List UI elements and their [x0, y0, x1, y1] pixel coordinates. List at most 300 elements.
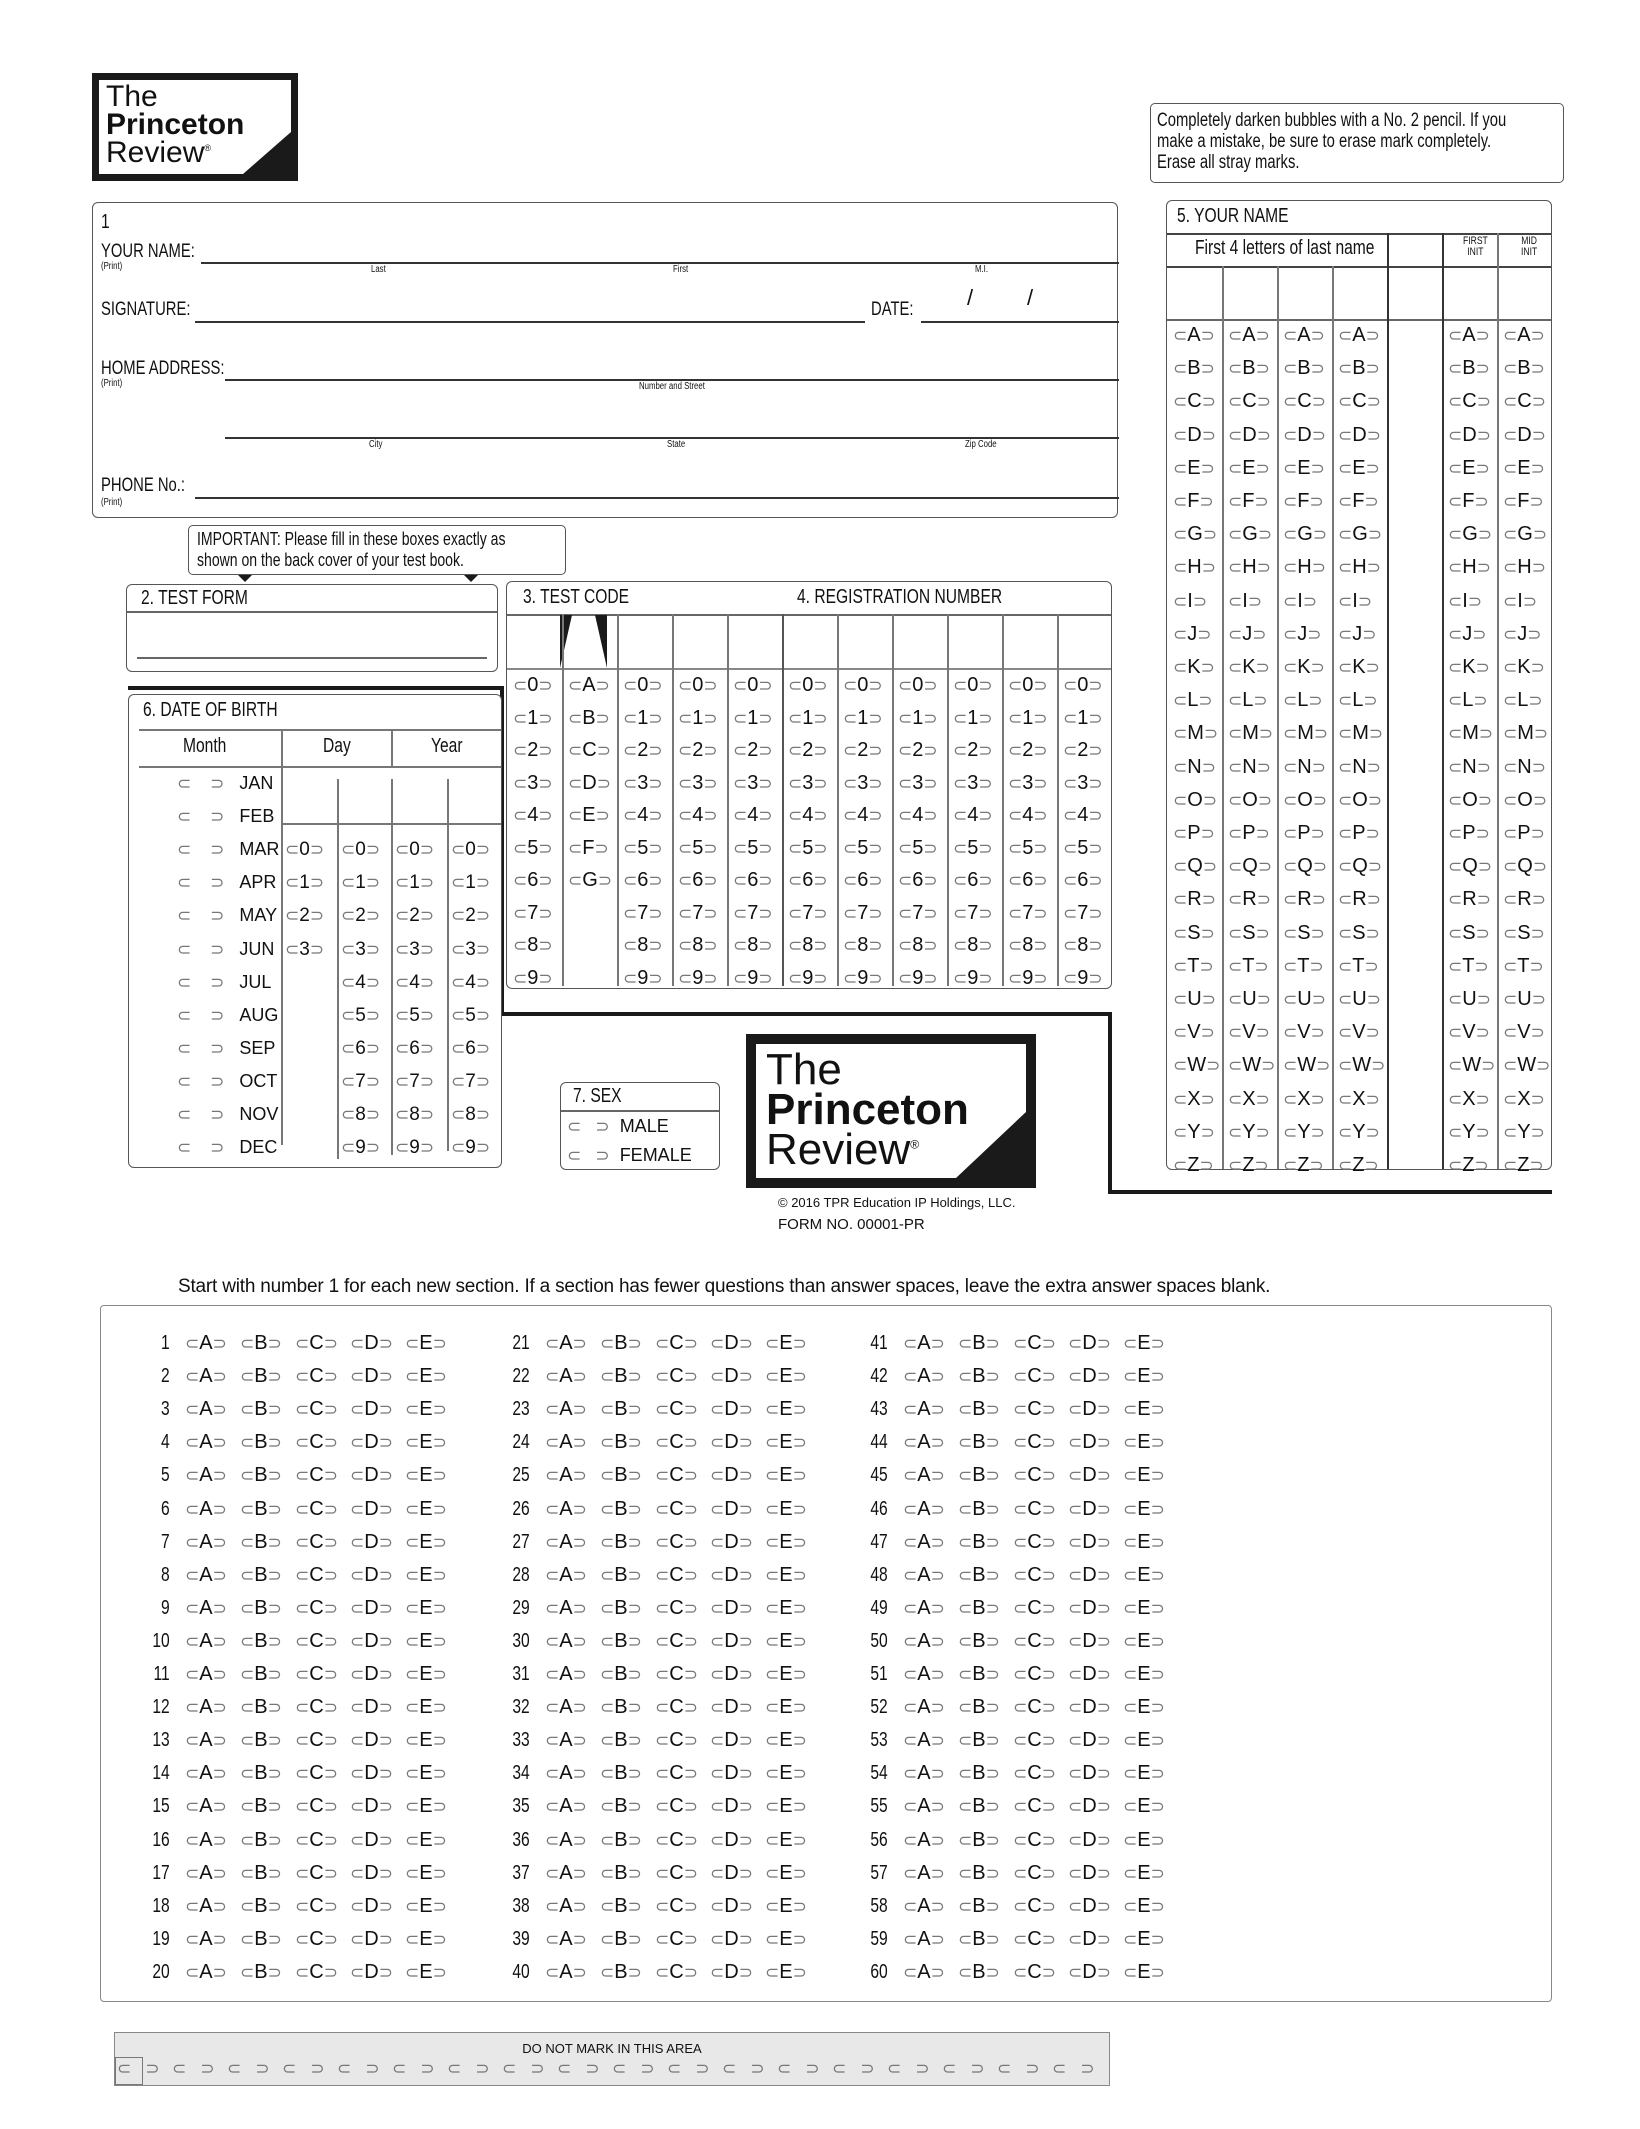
answer-bubble-6-E[interactable]: ⊂E⊃ [405, 1497, 447, 1520]
first-init-bubble-Q[interactable]: ⊂Q⊃ [1448, 855, 1493, 878]
test-form-input-line[interactable] [137, 657, 487, 659]
answer-bubble-9-C[interactable]: ⊂C⊃ [295, 1596, 338, 1619]
mid-init-bubble-I[interactable]: ⊂I⊃ [1503, 589, 1538, 612]
answer-bubble-53-E[interactable]: ⊂E⊃ [1123, 1729, 1165, 1752]
year-bubble-3[interactable]: ⊂3⊃ [451, 938, 491, 960]
answer-bubble-50-C[interactable]: ⊂C⊃ [1013, 1629, 1056, 1652]
answer-bubble-50-B[interactable]: ⊂B⊃ [958, 1629, 1000, 1652]
answer-bubble-59-E[interactable]: ⊂E⊃ [1123, 1927, 1165, 1950]
answer-bubble-32-B[interactable]: ⊂B⊃ [600, 1696, 642, 1719]
test-code-bubble-5[interactable]: ⊂5⊃ [513, 836, 553, 859]
answer-bubble-36-C[interactable]: ⊂C⊃ [655, 1828, 698, 1851]
answer-bubble-34-A[interactable]: ⊂A⊃ [545, 1762, 587, 1785]
test-code-bubble-4[interactable]: ⊂4⊃ [513, 804, 553, 826]
answer-bubble-56-A[interactable]: ⊂A⊃ [903, 1828, 945, 1851]
answer-bubble-24-A[interactable]: ⊂A⊃ [545, 1431, 587, 1454]
answer-bubble-55-B[interactable]: ⊂B⊃ [958, 1795, 1000, 1818]
answer-bubble-58-A[interactable]: ⊂A⊃ [903, 1894, 945, 1917]
last-name-bubble-W[interactable]: ⊂W⊃ [1283, 1054, 1331, 1077]
answer-bubble-15-E[interactable]: ⊂E⊃ [405, 1795, 447, 1818]
answer-bubble-48-B[interactable]: ⊂B⊃ [958, 1563, 1000, 1586]
answer-bubble-49-E[interactable]: ⊂E⊃ [1123, 1596, 1165, 1619]
day-bubble-6[interactable]: ⊂6⊃ [341, 1037, 381, 1059]
answer-bubble-3-D[interactable]: ⊂D⊃ [350, 1398, 393, 1421]
signature-input-line[interactable] [195, 321, 865, 323]
answer-bubble-48-D[interactable]: ⊂D⊃ [1068, 1563, 1111, 1586]
registration-bubble-6[interactable]: ⊂6⊃ [843, 869, 883, 891]
registration-bubble-6[interactable]: ⊂6⊃ [953, 869, 993, 891]
answer-bubble-17-C[interactable]: ⊂C⊃ [295, 1861, 338, 1884]
year-bubble-8[interactable]: ⊂8⊃ [395, 1104, 435, 1125]
answer-bubble-52-B[interactable]: ⊂B⊃ [958, 1696, 1000, 1719]
registration-bubble-4[interactable]: ⊂4⊃ [843, 804, 883, 826]
answer-bubble-23-C[interactable]: ⊂C⊃ [655, 1398, 698, 1421]
last-name-bubble-U[interactable]: ⊂U⊃ [1173, 988, 1216, 1010]
last-name-bubble-F[interactable]: ⊂F⊃ [1338, 490, 1379, 512]
answer-bubble-5-E[interactable]: ⊂E⊃ [405, 1464, 447, 1487]
answer-bubble-1-A[interactable]: ⊂A⊃ [185, 1332, 227, 1354]
answer-bubble-30-C[interactable]: ⊂C⊃ [655, 1629, 698, 1652]
answer-bubble-2-E[interactable]: ⊂E⊃ [405, 1365, 447, 1388]
answer-bubble-14-E[interactable]: ⊂E⊃ [405, 1762, 447, 1785]
answer-bubble-47-E[interactable]: ⊂E⊃ [1123, 1530, 1165, 1553]
answer-bubble-16-C[interactable]: ⊂C⊃ [295, 1828, 338, 1851]
answer-bubble-7-B[interactable]: ⊂B⊃ [240, 1530, 282, 1553]
answer-bubble-22-B[interactable]: ⊂B⊃ [600, 1365, 642, 1388]
answer-bubble-37-C[interactable]: ⊂C⊃ [655, 1861, 698, 1884]
answer-bubble-56-C[interactable]: ⊂C⊃ [1013, 1828, 1056, 1851]
last-name-bubble-Q[interactable]: ⊂Q⊃ [1173, 855, 1218, 878]
test-code-bubble-7[interactable]: ⊂7⊃ [513, 901, 553, 924]
answer-bubble-3-B[interactable]: ⊂B⊃ [240, 1398, 282, 1421]
last-name-bubble-V[interactable]: ⊂V⊃ [1283, 1021, 1325, 1044]
answer-bubble-43-E[interactable]: ⊂E⊃ [1123, 1398, 1165, 1421]
answer-bubble-43-B[interactable]: ⊂B⊃ [958, 1398, 1000, 1421]
test-code-bubble-F[interactable]: ⊂F⊃ [568, 836, 609, 859]
answer-bubble-35-A[interactable]: ⊂A⊃ [545, 1795, 587, 1818]
answer-bubble-1-E[interactable]: ⊂E⊃ [405, 1332, 447, 1354]
answer-bubble-19-E[interactable]: ⊂E⊃ [405, 1927, 447, 1950]
last-name-bubble-J[interactable]: ⊂J⊃ [1283, 622, 1322, 645]
last-name-bubble-N[interactable]: ⊂N⊃ [1283, 755, 1326, 778]
last-name-bubble-O[interactable]: ⊂O⊃ [1338, 788, 1383, 811]
registration-bubble-0[interactable]: ⊂0⊃ [843, 674, 883, 696]
answer-bubble-13-A[interactable]: ⊂A⊃ [185, 1729, 227, 1752]
registration-bubble-5[interactable]: ⊂5⊃ [1063, 836, 1103, 859]
test-code-bubble-3[interactable]: ⊂3⊃ [678, 771, 718, 794]
answer-bubble-14-D[interactable]: ⊂D⊃ [350, 1762, 393, 1785]
test-code-bubble-3[interactable]: ⊂3⊃ [623, 771, 663, 794]
registration-bubble-7[interactable]: ⊂7⊃ [953, 901, 993, 924]
test-code-bubble-G[interactable]: ⊂G⊃ [568, 869, 613, 891]
answer-bubble-9-A[interactable]: ⊂A⊃ [185, 1596, 227, 1619]
answer-bubble-43-C[interactable]: ⊂C⊃ [1013, 1398, 1056, 1421]
last-name-bubble-O[interactable]: ⊂O⊃ [1283, 788, 1328, 811]
answer-bubble-50-D[interactable]: ⊂D⊃ [1068, 1629, 1111, 1652]
answer-bubble-21-D[interactable]: ⊂D⊃ [710, 1332, 753, 1354]
answer-bubble-17-A[interactable]: ⊂A⊃ [185, 1861, 227, 1884]
answer-bubble-46-E[interactable]: ⊂E⊃ [1123, 1497, 1165, 1520]
answer-bubble-12-A[interactable]: ⊂A⊃ [185, 1696, 227, 1719]
last-name-bubble-M[interactable]: ⊂M⊃ [1228, 722, 1274, 745]
answer-bubble-2-A[interactable]: ⊂A⊃ [185, 1365, 227, 1388]
answer-bubble-3-C[interactable]: ⊂C⊃ [295, 1398, 338, 1421]
last-name-bubble-B[interactable]: ⊂B⊃ [1173, 357, 1215, 380]
registration-bubble-3[interactable]: ⊂3⊃ [1063, 771, 1103, 794]
year-bubble-0[interactable]: ⊂0⊃ [451, 839, 491, 861]
answer-bubble-39-A[interactable]: ⊂A⊃ [545, 1927, 587, 1950]
answer-bubble-4-B[interactable]: ⊂B⊃ [240, 1431, 282, 1454]
last-name-bubble-P[interactable]: ⊂P⊃ [1173, 822, 1215, 844]
last-name-bubble-N[interactable]: ⊂N⊃ [1228, 755, 1271, 778]
answer-bubble-57-C[interactable]: ⊂C⊃ [1013, 1861, 1056, 1884]
answer-bubble-21-B[interactable]: ⊂B⊃ [600, 1332, 642, 1354]
last-name-bubble-C[interactable]: ⊂C⊃ [1228, 390, 1271, 413]
registration-bubble-7[interactable]: ⊂7⊃ [898, 901, 938, 924]
test-code-bubble-2[interactable]: ⊂2⊃ [513, 739, 553, 761]
answer-bubble-10-B[interactable]: ⊂B⊃ [240, 1629, 282, 1652]
answer-bubble-29-C[interactable]: ⊂C⊃ [655, 1596, 698, 1619]
answer-bubble-13-D[interactable]: ⊂D⊃ [350, 1729, 393, 1752]
year-bubble-2[interactable]: ⊂2⊃ [451, 905, 491, 927]
answer-bubble-42-B[interactable]: ⊂B⊃ [958, 1365, 1000, 1388]
answer-bubble-27-B[interactable]: ⊂B⊃ [600, 1530, 642, 1553]
last-name-bubble-D[interactable]: ⊂D⊃ [1283, 423, 1326, 446]
test-code-bubble-4[interactable]: ⊂4⊃ [623, 804, 663, 826]
answer-bubble-38-D[interactable]: ⊂D⊃ [710, 1894, 753, 1917]
answer-bubble-4-A[interactable]: ⊂A⊃ [185, 1431, 227, 1454]
answer-bubble-2-B[interactable]: ⊂B⊃ [240, 1365, 282, 1388]
registration-bubble-0[interactable]: ⊂0⊃ [1008, 674, 1048, 696]
answer-bubble-28-E[interactable]: ⊂E⊃ [765, 1563, 807, 1586]
test-code-bubble-8[interactable]: ⊂8⊃ [733, 934, 773, 956]
year-bubble-4[interactable]: ⊂4⊃ [451, 971, 491, 993]
mid-init-bubble-N[interactable]: ⊂N⊃ [1503, 755, 1546, 778]
first-init-bubble-L[interactable]: ⊂L⊃ [1448, 689, 1488, 712]
answer-bubble-19-A[interactable]: ⊂A⊃ [185, 1927, 227, 1950]
answer-bubble-24-E[interactable]: ⊂E⊃ [765, 1431, 807, 1454]
test-code-bubble-D[interactable]: ⊂D⊃ [568, 771, 611, 794]
last-name-bubble-F[interactable]: ⊂F⊃ [1283, 490, 1324, 512]
last-name-bubble-K[interactable]: ⊂K⊃ [1228, 656, 1270, 678]
answer-bubble-5-D[interactable]: ⊂D⊃ [350, 1464, 393, 1487]
month-option-may[interactable]: ⊂ ⊃ MAY [177, 905, 278, 926]
registration-bubble-6[interactable]: ⊂6⊃ [1063, 869, 1103, 891]
last-name-bubble-Y[interactable]: ⊂Y⊃ [1228, 1120, 1270, 1143]
answer-bubble-16-D[interactable]: ⊂D⊃ [350, 1828, 393, 1851]
answer-bubble-27-A[interactable]: ⊂A⊃ [545, 1530, 587, 1553]
answer-bubble-6-C[interactable]: ⊂C⊃ [295, 1497, 338, 1520]
last-name-bubble-Q[interactable]: ⊂Q⊃ [1228, 855, 1273, 878]
day-bubble-2[interactable]: ⊂2⊃ [285, 905, 325, 927]
last-name-bubble-M[interactable]: ⊂M⊃ [1338, 722, 1384, 745]
answer-bubble-50-A[interactable]: ⊂A⊃ [903, 1629, 945, 1652]
answer-bubble-44-B[interactable]: ⊂B⊃ [958, 1431, 1000, 1454]
answer-bubble-35-C[interactable]: ⊂C⊃ [655, 1795, 698, 1818]
answer-bubble-5-A[interactable]: ⊂A⊃ [185, 1464, 227, 1487]
answer-bubble-59-C[interactable]: ⊂C⊃ [1013, 1927, 1056, 1950]
last-name-bubble-K[interactable]: ⊂K⊃ [1338, 656, 1380, 678]
answer-bubble-54-B[interactable]: ⊂B⊃ [958, 1762, 1000, 1785]
registration-bubble-6[interactable]: ⊂6⊃ [1008, 869, 1048, 891]
answer-bubble-8-D[interactable]: ⊂D⊃ [350, 1563, 393, 1586]
answer-bubble-25-C[interactable]: ⊂C⊃ [655, 1464, 698, 1487]
registration-bubble-2[interactable]: ⊂2⊃ [1063, 739, 1103, 761]
answer-bubble-6-D[interactable]: ⊂D⊃ [350, 1497, 393, 1520]
registration-bubble-9[interactable]: ⊂9⊃ [843, 966, 883, 989]
answer-bubble-31-D[interactable]: ⊂D⊃ [710, 1663, 753, 1685]
last-name-bubble-X[interactable]: ⊂X⊃ [1173, 1087, 1215, 1110]
answer-bubble-30-E[interactable]: ⊂E⊃ [765, 1629, 807, 1652]
last-name-bubble-N[interactable]: ⊂N⊃ [1338, 755, 1381, 778]
answer-bubble-32-C[interactable]: ⊂C⊃ [655, 1696, 698, 1719]
registration-bubble-2[interactable]: ⊂2⊃ [788, 739, 828, 761]
answer-bubble-2-D[interactable]: ⊂D⊃ [350, 1365, 393, 1388]
answer-bubble-12-C[interactable]: ⊂C⊃ [295, 1696, 338, 1719]
answer-bubble-49-C[interactable]: ⊂C⊃ [1013, 1596, 1056, 1619]
test-code-bubble-2[interactable]: ⊂2⊃ [678, 739, 718, 761]
mid-init-bubble-R[interactable]: ⊂R⊃ [1503, 888, 1546, 911]
day-bubble-7[interactable]: ⊂7⊃ [341, 1070, 381, 1092]
year-bubble-2[interactable]: ⊂2⊃ [395, 905, 435, 927]
mid-init-bubble-D[interactable]: ⊂D⊃ [1503, 423, 1546, 446]
last-name-bubble-R[interactable]: ⊂R⊃ [1228, 888, 1271, 911]
answer-bubble-40-E[interactable]: ⊂E⊃ [765, 1960, 807, 1983]
last-name-bubble-U[interactable]: ⊂U⊃ [1338, 988, 1381, 1010]
month-option-oct[interactable]: ⊂ ⊃ OCT [177, 1070, 278, 1091]
registration-bubble-8[interactable]: ⊂8⊃ [1063, 934, 1103, 956]
test-code-bubble-5[interactable]: ⊂5⊃ [733, 836, 773, 859]
answer-bubble-32-D[interactable]: ⊂D⊃ [710, 1696, 753, 1719]
year-bubble-6[interactable]: ⊂6⊃ [451, 1037, 491, 1059]
answer-bubble-58-E[interactable]: ⊂E⊃ [1123, 1894, 1165, 1917]
last-name-bubble-D[interactable]: ⊂D⊃ [1228, 423, 1271, 446]
test-code-bubble-1[interactable]: ⊂1⊃ [513, 706, 553, 729]
answer-bubble-3-E[interactable]: ⊂E⊃ [405, 1398, 447, 1421]
answer-bubble-31-E[interactable]: ⊂E⊃ [765, 1663, 807, 1685]
registration-bubble-6[interactable]: ⊂6⊃ [898, 869, 938, 891]
answer-bubble-55-E[interactable]: ⊂E⊃ [1123, 1795, 1165, 1818]
year-bubble-7[interactable]: ⊂7⊃ [395, 1070, 435, 1092]
answer-bubble-53-B[interactable]: ⊂B⊃ [958, 1729, 1000, 1752]
answer-bubble-34-D[interactable]: ⊂D⊃ [710, 1762, 753, 1785]
last-name-bubble-G[interactable]: ⊂G⊃ [1283, 523, 1328, 546]
answer-bubble-12-B[interactable]: ⊂B⊃ [240, 1696, 282, 1719]
month-option-jun[interactable]: ⊂ ⊃ JUN [177, 938, 275, 959]
answer-bubble-36-D[interactable]: ⊂D⊃ [710, 1828, 753, 1851]
last-name-bubble-Z[interactable]: ⊂Z⊃ [1283, 1154, 1324, 1176]
answer-bubble-8-C[interactable]: ⊂C⊃ [295, 1563, 338, 1586]
mid-init-bubble-H[interactable]: ⊂H⊃ [1503, 556, 1546, 579]
registration-bubble-7[interactable]: ⊂7⊃ [843, 901, 883, 924]
answer-bubble-46-D[interactable]: ⊂D⊃ [1068, 1497, 1111, 1520]
answer-bubble-42-E[interactable]: ⊂E⊃ [1123, 1365, 1165, 1388]
last-name-bubble-O[interactable]: ⊂O⊃ [1173, 788, 1218, 811]
mid-init-bubble-U[interactable]: ⊂U⊃ [1503, 988, 1546, 1010]
test-code-bubble-1[interactable]: ⊂1⊃ [733, 706, 773, 729]
answer-bubble-25-D[interactable]: ⊂D⊃ [710, 1464, 753, 1487]
test-code-bubble-0[interactable]: ⊂0⊃ [678, 674, 718, 696]
answer-bubble-23-E[interactable]: ⊂E⊃ [765, 1398, 807, 1421]
answer-bubble-36-E[interactable]: ⊂E⊃ [765, 1828, 807, 1851]
test-code-bubble-7[interactable]: ⊂7⊃ [678, 901, 718, 924]
answer-bubble-52-E[interactable]: ⊂E⊃ [1123, 1696, 1165, 1719]
last-name-bubble-Z[interactable]: ⊂Z⊃ [1173, 1154, 1214, 1176]
last-name-bubble-Q[interactable]: ⊂Q⊃ [1338, 855, 1383, 878]
registration-bubble-1[interactable]: ⊂1⊃ [1008, 706, 1048, 729]
last-name-bubble-C[interactable]: ⊂C⊃ [1338, 390, 1381, 413]
first-init-bubble-K[interactable]: ⊂K⊃ [1448, 656, 1490, 678]
answer-bubble-20-A[interactable]: ⊂A⊃ [185, 1960, 227, 1983]
answer-bubble-21-A[interactable]: ⊂A⊃ [545, 1332, 587, 1354]
registration-bubble-3[interactable]: ⊂3⊃ [898, 771, 938, 794]
last-name-bubble-S[interactable]: ⊂S⊃ [1228, 921, 1270, 944]
answer-bubble-42-D[interactable]: ⊂D⊃ [1068, 1365, 1111, 1388]
registration-bubble-9[interactable]: ⊂9⊃ [1063, 966, 1103, 989]
answer-bubble-44-D[interactable]: ⊂D⊃ [1068, 1431, 1111, 1454]
last-name-bubble-K[interactable]: ⊂K⊃ [1283, 656, 1325, 678]
answer-bubble-2-C[interactable]: ⊂C⊃ [295, 1365, 338, 1388]
first-init-bubble-J[interactable]: ⊂J⊃ [1448, 622, 1487, 645]
day-bubble-5[interactable]: ⊂5⊃ [341, 1004, 381, 1026]
registration-bubble-4[interactable]: ⊂4⊃ [788, 804, 828, 826]
answer-bubble-37-B[interactable]: ⊂B⊃ [600, 1861, 642, 1884]
first-init-bubble-U[interactable]: ⊂U⊃ [1448, 988, 1491, 1010]
registration-bubble-1[interactable]: ⊂1⊃ [1063, 706, 1103, 729]
last-name-bubble-J[interactable]: ⊂J⊃ [1173, 622, 1212, 645]
answer-bubble-26-A[interactable]: ⊂A⊃ [545, 1497, 587, 1520]
year-bubble-9[interactable]: ⊂9⊃ [451, 1137, 491, 1159]
answer-bubble-26-E[interactable]: ⊂E⊃ [765, 1497, 807, 1520]
last-name-bubble-P[interactable]: ⊂P⊃ [1228, 822, 1270, 844]
last-name-bubble-G[interactable]: ⊂G⊃ [1338, 523, 1383, 546]
answer-bubble-27-D[interactable]: ⊂D⊃ [710, 1530, 753, 1553]
last-name-bubble-P[interactable]: ⊂P⊃ [1338, 822, 1380, 844]
registration-bubble-3[interactable]: ⊂3⊃ [843, 771, 883, 794]
last-name-bubble-W[interactable]: ⊂W⊃ [1228, 1054, 1276, 1077]
answer-bubble-49-D[interactable]: ⊂D⊃ [1068, 1596, 1111, 1619]
answer-bubble-29-A[interactable]: ⊂A⊃ [545, 1596, 587, 1619]
registration-bubble-9[interactable]: ⊂9⊃ [898, 966, 938, 989]
mid-init-bubble-O[interactable]: ⊂O⊃ [1503, 788, 1548, 811]
answer-bubble-48-E[interactable]: ⊂E⊃ [1123, 1563, 1165, 1586]
mid-init-bubble-T[interactable]: ⊂T⊃ [1503, 954, 1544, 977]
answer-bubble-45-C[interactable]: ⊂C⊃ [1013, 1464, 1056, 1487]
mid-init-bubble-K[interactable]: ⊂K⊃ [1503, 656, 1545, 678]
answer-bubble-51-D[interactable]: ⊂D⊃ [1068, 1663, 1111, 1685]
answer-bubble-35-E[interactable]: ⊂E⊃ [765, 1795, 807, 1818]
registration-bubble-9[interactable]: ⊂9⊃ [1008, 966, 1048, 989]
answer-bubble-28-A[interactable]: ⊂A⊃ [545, 1563, 587, 1586]
answer-bubble-40-D[interactable]: ⊂D⊃ [710, 1960, 753, 1983]
last-name-bubble-A[interactable]: ⊂A⊃ [1283, 324, 1325, 346]
last-name-bubble-H[interactable]: ⊂H⊃ [1283, 556, 1326, 579]
answer-bubble-26-D[interactable]: ⊂D⊃ [710, 1497, 753, 1520]
answer-bubble-46-B[interactable]: ⊂B⊃ [958, 1497, 1000, 1520]
year-bubble-7[interactable]: ⊂7⊃ [451, 1070, 491, 1092]
answer-bubble-11-B[interactable]: ⊂B⊃ [240, 1663, 282, 1685]
test-code-bubble-3[interactable]: ⊂3⊃ [513, 771, 553, 794]
registration-bubble-5[interactable]: ⊂5⊃ [788, 836, 828, 859]
date-input-line[interactable] [921, 321, 1119, 323]
answer-bubble-16-A[interactable]: ⊂A⊃ [185, 1828, 227, 1851]
registration-bubble-2[interactable]: ⊂2⊃ [898, 739, 938, 761]
last-name-bubble-D[interactable]: ⊂D⊃ [1338, 423, 1381, 446]
answer-bubble-45-B[interactable]: ⊂B⊃ [958, 1464, 1000, 1487]
answer-bubble-4-C[interactable]: ⊂C⊃ [295, 1431, 338, 1454]
answer-bubble-21-E[interactable]: ⊂E⊃ [765, 1332, 807, 1354]
answer-bubble-57-A[interactable]: ⊂A⊃ [903, 1861, 945, 1884]
last-name-bubble-J[interactable]: ⊂J⊃ [1338, 622, 1377, 645]
answer-bubble-23-D[interactable]: ⊂D⊃ [710, 1398, 753, 1421]
answer-bubble-22-D[interactable]: ⊂D⊃ [710, 1365, 753, 1388]
last-name-bubble-L[interactable]: ⊂L⊃ [1228, 689, 1268, 712]
answer-bubble-32-A[interactable]: ⊂A⊃ [545, 1696, 587, 1719]
answer-bubble-39-C[interactable]: ⊂C⊃ [655, 1927, 698, 1950]
registration-bubble-5[interactable]: ⊂5⊃ [953, 836, 993, 859]
answer-bubble-25-B[interactable]: ⊂B⊃ [600, 1464, 642, 1487]
mid-init-bubble-Y[interactable]: ⊂Y⊃ [1503, 1120, 1545, 1143]
first-init-bubble-O[interactable]: ⊂O⊃ [1448, 788, 1493, 811]
answer-bubble-7-C[interactable]: ⊂C⊃ [295, 1530, 338, 1553]
last-name-bubble-J[interactable]: ⊂J⊃ [1228, 622, 1267, 645]
answer-bubble-46-A[interactable]: ⊂A⊃ [903, 1497, 945, 1520]
first-init-bubble-X[interactable]: ⊂X⊃ [1448, 1087, 1490, 1110]
answer-bubble-25-E[interactable]: ⊂E⊃ [765, 1464, 807, 1487]
answer-bubble-54-D[interactable]: ⊂D⊃ [1068, 1762, 1111, 1785]
answer-bubble-9-D[interactable]: ⊂D⊃ [350, 1596, 393, 1619]
answer-bubble-28-C[interactable]: ⊂C⊃ [655, 1563, 698, 1586]
last-name-bubble-L[interactable]: ⊂L⊃ [1338, 689, 1378, 712]
answer-bubble-23-B[interactable]: ⊂B⊃ [600, 1398, 642, 1421]
last-name-bubble-R[interactable]: ⊂R⊃ [1283, 888, 1326, 911]
answer-bubble-51-B[interactable]: ⊂B⊃ [958, 1663, 1000, 1685]
last-name-bubble-M[interactable]: ⊂M⊃ [1173, 722, 1219, 745]
answer-bubble-60-B[interactable]: ⊂B⊃ [958, 1960, 1000, 1983]
registration-bubble-3[interactable]: ⊂3⊃ [953, 771, 993, 794]
answer-bubble-51-C[interactable]: ⊂C⊃ [1013, 1663, 1056, 1685]
mid-init-bubble-V[interactable]: ⊂V⊃ [1503, 1021, 1545, 1044]
answer-bubble-13-C[interactable]: ⊂C⊃ [295, 1729, 338, 1752]
last-name-bubble-B[interactable]: ⊂B⊃ [1338, 357, 1380, 380]
answer-bubble-31-B[interactable]: ⊂B⊃ [600, 1663, 642, 1685]
mid-init-bubble-S[interactable]: ⊂S⊃ [1503, 921, 1545, 944]
answer-bubble-55-A[interactable]: ⊂A⊃ [903, 1795, 945, 1818]
test-code-bubble-0[interactable]: ⊂0⊃ [623, 674, 663, 696]
test-code-bubble-5[interactable]: ⊂5⊃ [678, 836, 718, 859]
last-name-bubble-S[interactable]: ⊂S⊃ [1283, 921, 1325, 944]
first-init-bubble-B[interactable]: ⊂B⊃ [1448, 357, 1490, 380]
answer-bubble-6-A[interactable]: ⊂A⊃ [185, 1497, 227, 1520]
day-bubble-9[interactable]: ⊂9⊃ [341, 1137, 381, 1159]
answer-bubble-56-D[interactable]: ⊂D⊃ [1068, 1828, 1111, 1851]
last-name-bubble-M[interactable]: ⊂M⊃ [1283, 722, 1329, 745]
answer-bubble-23-A[interactable]: ⊂A⊃ [545, 1398, 587, 1421]
last-name-bubble-U[interactable]: ⊂U⊃ [1283, 988, 1326, 1010]
answer-bubble-14-A[interactable]: ⊂A⊃ [185, 1762, 227, 1785]
last-name-bubble-A[interactable]: ⊂A⊃ [1173, 324, 1215, 346]
answer-bubble-52-D[interactable]: ⊂D⊃ [1068, 1696, 1111, 1719]
last-name-bubble-V[interactable]: ⊂V⊃ [1228, 1021, 1270, 1044]
answer-bubble-10-E[interactable]: ⊂E⊃ [405, 1629, 447, 1652]
answer-bubble-36-B[interactable]: ⊂B⊃ [600, 1828, 642, 1851]
last-name-bubble-E[interactable]: ⊂E⊃ [1173, 456, 1215, 479]
answer-bubble-22-E[interactable]: ⊂E⊃ [765, 1365, 807, 1388]
day-bubble-8[interactable]: ⊂8⊃ [341, 1104, 381, 1125]
answer-bubble-27-C[interactable]: ⊂C⊃ [655, 1530, 698, 1553]
first-init-bubble-M[interactable]: ⊂M⊃ [1448, 722, 1494, 745]
answer-bubble-54-A[interactable]: ⊂A⊃ [903, 1762, 945, 1785]
